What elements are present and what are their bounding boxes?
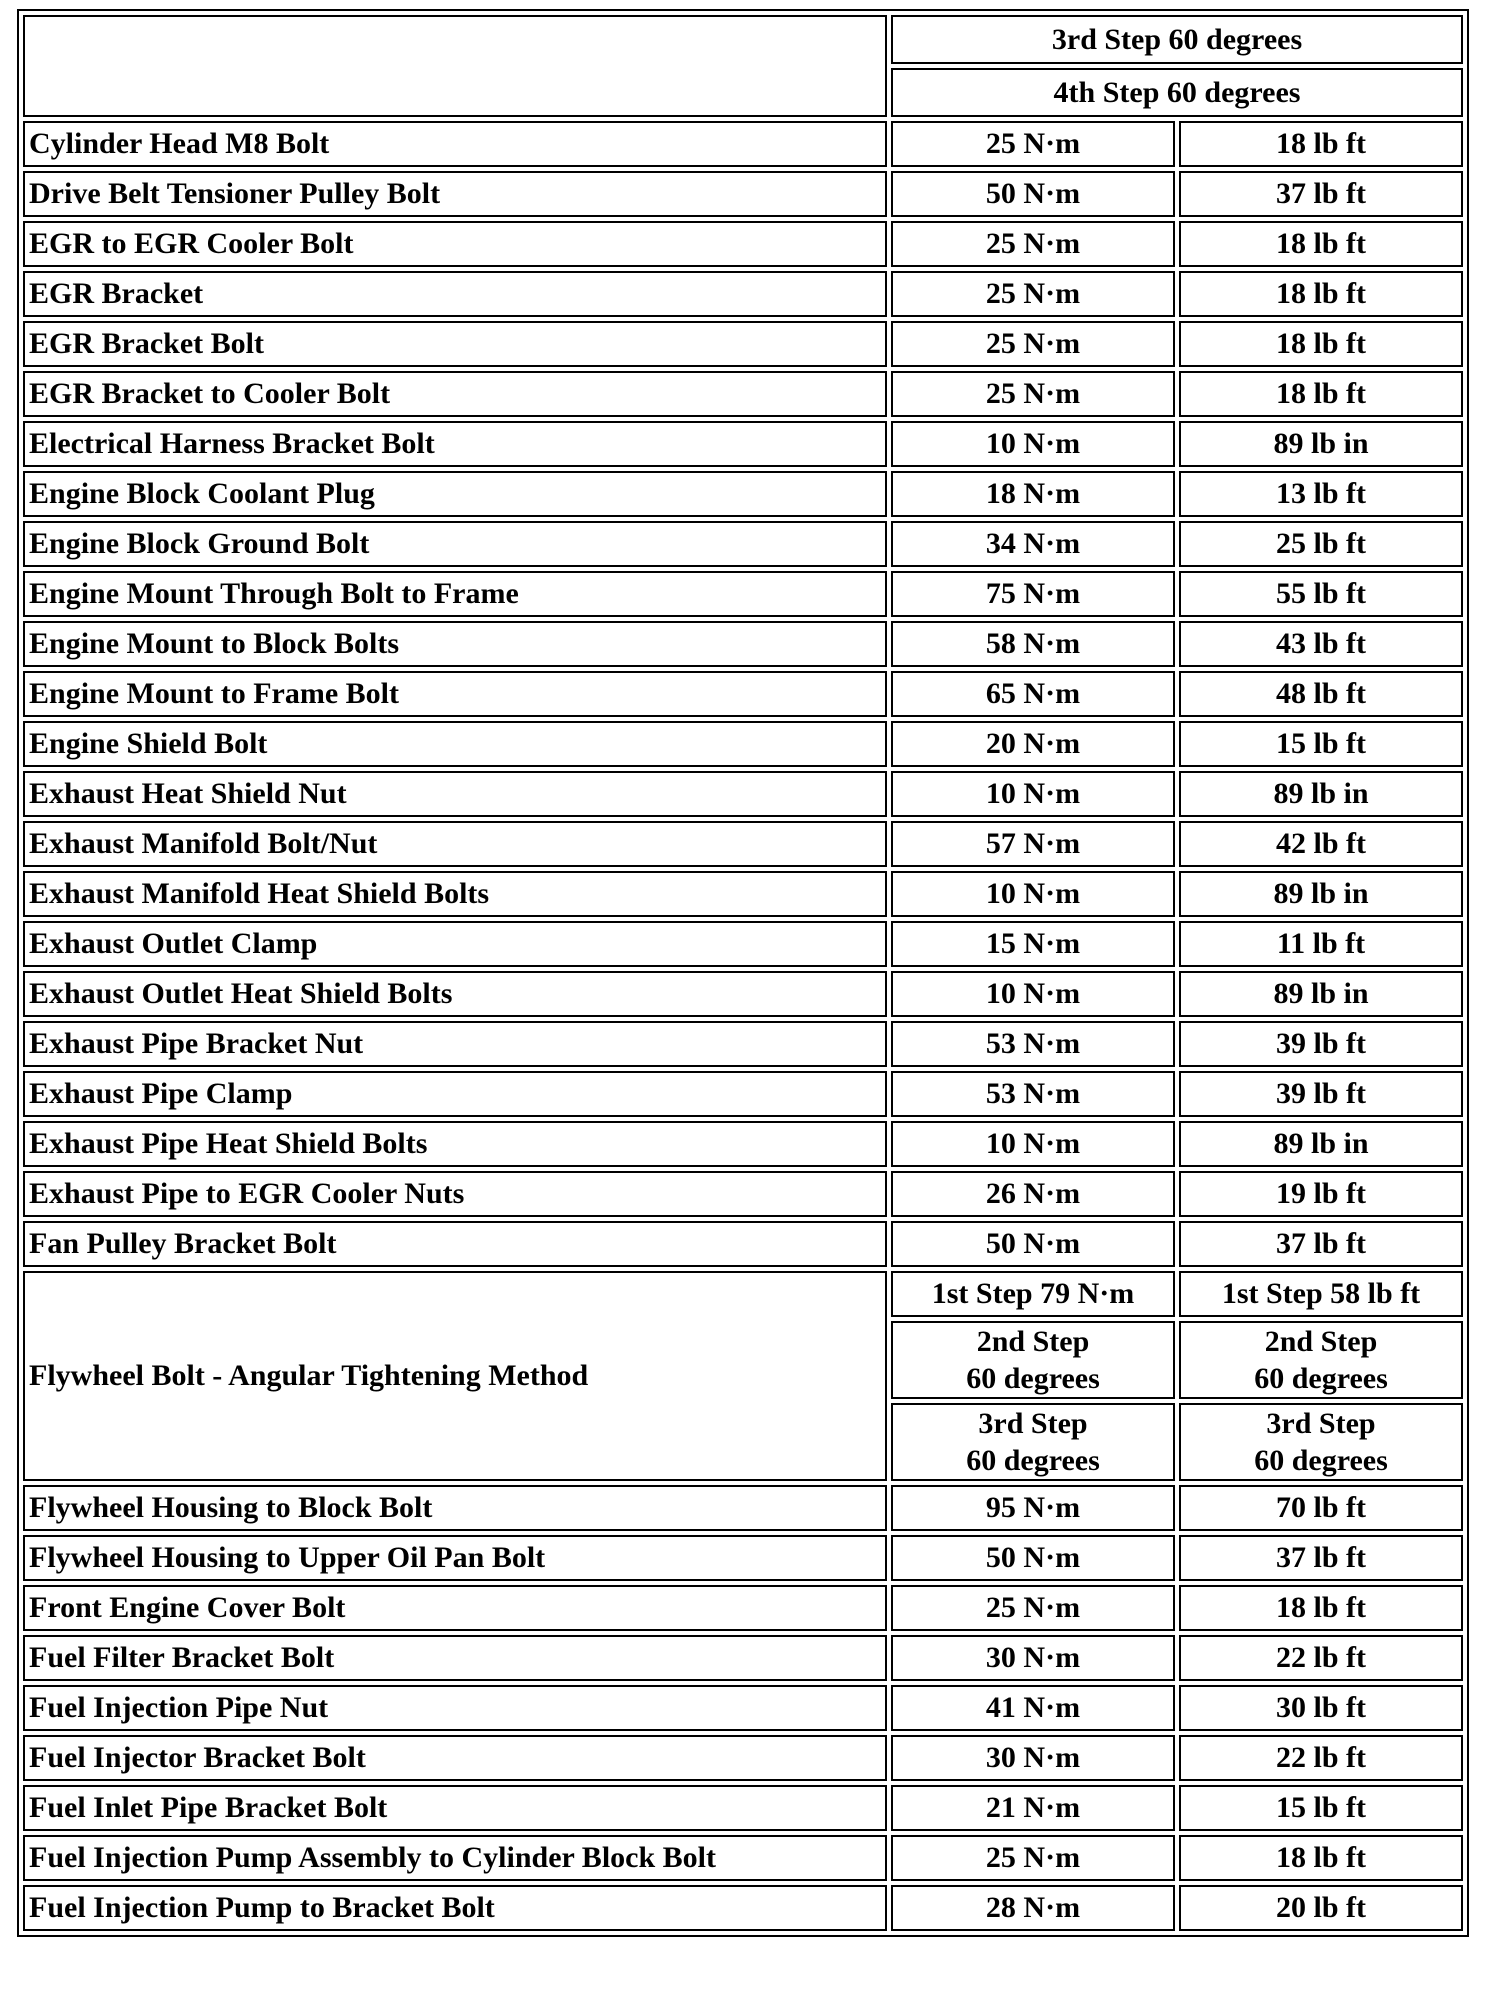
flywheel-step-2-metric: [891, 1321, 1175, 1399]
table-row: [23, 171, 1463, 217]
torque-spec-table: [17, 9, 1469, 1937]
metric-torque: 25 N·m: [891, 321, 1175, 367]
english-torque: 48 lb ft: [1179, 671, 1463, 717]
fastener-name: Fuel Injection Pump to Bracket Bolt: [23, 1885, 887, 1931]
fastener-name: EGR Bracket to Cooler Bolt: [23, 371, 887, 417]
table-row: [23, 1735, 1463, 1781]
english-torque: 43 lb ft: [1179, 621, 1463, 667]
table-row: [23, 1685, 1463, 1731]
fastener-name: Exhaust Manifold Heat Shield Bolts: [23, 871, 887, 917]
header-step-3: 3rd Step 60 degrees: [891, 15, 1463, 64]
table-row: [23, 971, 1463, 1017]
fastener-name: Fan Pulley Bracket Bolt: [23, 1221, 887, 1267]
english-torque: 25 lb ft: [1179, 521, 1463, 567]
fastener-name: Fuel Injector Bracket Bolt: [23, 1735, 887, 1781]
fastener-name: Exhaust Pipe Heat Shield Bolts: [23, 1121, 887, 1167]
fastener-name: EGR Bracket: [23, 271, 887, 317]
table-row: [23, 321, 1463, 367]
fastener-name: Cylinder Head M8 Bolt: [23, 121, 887, 167]
fastener-name: Exhaust Pipe Clamp: [23, 1071, 887, 1117]
table-row: [23, 521, 1463, 567]
english-torque: 15 lb ft: [1179, 1785, 1463, 1831]
table-row: [23, 821, 1463, 867]
table-row: [23, 721, 1463, 767]
metric-torque: 10 N·m: [891, 421, 1175, 467]
english-torque: 89 lb in: [1179, 871, 1463, 917]
english-torque: 55 lb ft: [1179, 571, 1463, 617]
english-torque: 39 lb ft: [1179, 1071, 1463, 1117]
metric-torque: 21 N·m: [891, 1785, 1175, 1831]
english-torque: 37 lb ft: [1179, 171, 1463, 217]
table-row: [23, 371, 1463, 417]
english-torque: 22 lb ft: [1179, 1635, 1463, 1681]
fastener-name: Fuel Filter Bracket Bolt: [23, 1635, 887, 1681]
metric-torque: 25 N·m: [891, 1585, 1175, 1631]
fastener-name: Fuel Inlet Pipe Bracket Bolt: [23, 1785, 887, 1831]
fastener-name: Fuel Injection Pipe Nut: [23, 1685, 887, 1731]
fastener-name: Engine Mount Through Bolt to Frame: [23, 571, 887, 617]
step-angle: 60 degrees: [966, 1444, 1100, 1477]
fastener-name: Engine Mount to Block Bolts: [23, 621, 887, 667]
fastener-name-flywheel: Flywheel Bolt - Angular Tightening Method: [23, 1271, 887, 1481]
table-row: [23, 1585, 1463, 1631]
table-row: [23, 421, 1463, 467]
english-torque: 18 lb ft: [1179, 1835, 1463, 1881]
english-torque: 20 lb ft: [1179, 1885, 1463, 1931]
fastener-name: Flywheel Housing to Upper Oil Pan Bolt: [23, 1535, 887, 1581]
table-row: [23, 1785, 1463, 1831]
table-row: [23, 471, 1463, 517]
english-torque: 18 lb ft: [1179, 121, 1463, 167]
fastener-name: Front Engine Cover Bolt: [23, 1585, 887, 1631]
fastener-name: Exhaust Pipe Bracket Nut: [23, 1021, 887, 1067]
metric-torque: 53 N·m: [891, 1071, 1175, 1117]
metric-torque: 25 N·m: [891, 271, 1175, 317]
metric-torque: 25 N·m: [891, 121, 1175, 167]
english-torque: 30 lb ft: [1179, 1685, 1463, 1731]
english-torque: 39 lb ft: [1179, 1021, 1463, 1067]
english-torque: 18 lb ft: [1179, 321, 1463, 367]
fastener-name: Flywheel Housing to Block Bolt: [23, 1485, 887, 1531]
english-torque: 19 lb ft: [1179, 1171, 1463, 1217]
table-row: [23, 621, 1463, 667]
fastener-name: Fuel Injection Pump Assembly to Cylinder Block Bolt: [23, 1835, 887, 1881]
table-row: [23, 1121, 1463, 1167]
step-label: 2nd Step: [1264, 1325, 1378, 1358]
fastener-name: Exhaust Outlet Clamp: [23, 921, 887, 967]
header-blank-cell: [23, 15, 887, 117]
fastener-name: Drive Belt Tensioner Pulley Bolt: [23, 171, 887, 217]
step-angle: 60 degrees: [1254, 1362, 1388, 1395]
table-row: [23, 1835, 1463, 1881]
flywheel-step-1-metric: 1st Step 79 N·m: [891, 1271, 1175, 1317]
metric-torque: 18 N·m: [891, 471, 1175, 517]
english-torque: 89 lb in: [1179, 771, 1463, 817]
table-row: [23, 1071, 1463, 1117]
english-torque: 89 lb in: [1179, 1121, 1463, 1167]
english-torque: 15 lb ft: [1179, 721, 1463, 767]
english-torque: 13 lb ft: [1179, 471, 1463, 517]
header-step-4: 4th Step 60 degrees: [891, 68, 1463, 117]
fastener-name: Exhaust Outlet Heat Shield Bolts: [23, 971, 887, 1017]
fastener-name: Engine Block Coolant Plug: [23, 471, 887, 517]
english-torque: 37 lb ft: [1179, 1221, 1463, 1267]
metric-torque: 50 N·m: [891, 1221, 1175, 1267]
metric-torque: 10 N·m: [891, 971, 1175, 1017]
metric-torque: 25 N·m: [891, 1835, 1175, 1881]
english-torque: 22 lb ft: [1179, 1735, 1463, 1781]
fastener-name: Electrical Harness Bracket Bolt: [23, 421, 887, 467]
metric-torque: 10 N·m: [891, 871, 1175, 917]
metric-torque: 15 N·m: [891, 921, 1175, 967]
english-torque: 18 lb ft: [1179, 221, 1463, 267]
metric-torque: 34 N·m: [891, 521, 1175, 567]
english-torque: 18 lb ft: [1179, 371, 1463, 417]
table-row: [23, 1885, 1463, 1931]
table-row: [23, 1171, 1463, 1217]
flywheel-step-1-english: 1st Step 58 lb ft: [1179, 1271, 1463, 1317]
step-label: 2nd Step: [976, 1325, 1090, 1358]
table-row: [23, 1485, 1463, 1531]
step-label: 3rd Step: [1266, 1407, 1376, 1440]
metric-torque: 65 N·m: [891, 671, 1175, 717]
metric-torque: 50 N·m: [891, 1535, 1175, 1581]
fastener-name: Exhaust Pipe to EGR Cooler Nuts: [23, 1171, 887, 1217]
metric-torque: 10 N·m: [891, 771, 1175, 817]
flywheel-step-3-metric: [891, 1403, 1175, 1481]
table-row: [23, 671, 1463, 717]
table-row: [23, 871, 1463, 917]
english-torque: 70 lb ft: [1179, 1485, 1463, 1531]
table-row: [23, 1535, 1463, 1581]
metric-torque: 50 N·m: [891, 171, 1175, 217]
metric-torque: 28 N·m: [891, 1885, 1175, 1931]
table-row: [23, 221, 1463, 267]
fastener-name: Exhaust Manifold Bolt/Nut: [23, 821, 887, 867]
table-row: [23, 1221, 1463, 1267]
metric-torque: 57 N·m: [891, 821, 1175, 867]
metric-torque: 30 N·m: [891, 1735, 1175, 1781]
english-torque: 18 lb ft: [1179, 1585, 1463, 1631]
table-row: [23, 1635, 1463, 1681]
table-row: [23, 771, 1463, 817]
fastener-name: Engine Mount to Frame Bolt: [23, 671, 887, 717]
metric-torque: 10 N·m: [891, 1121, 1175, 1167]
table-row: [23, 921, 1463, 967]
english-torque: 89 lb in: [1179, 421, 1463, 467]
step-angle: 60 degrees: [966, 1362, 1100, 1395]
step-angle: 60 degrees: [1254, 1444, 1388, 1477]
metric-torque: 26 N·m: [891, 1171, 1175, 1217]
metric-torque: 75 N·m: [891, 571, 1175, 617]
fastener-name: Engine Block Ground Bolt: [23, 521, 887, 567]
metric-torque: 30 N·m: [891, 1635, 1175, 1681]
flywheel-step-2-english: [1179, 1321, 1463, 1399]
flywheel-row-step-1: [23, 1271, 1463, 1317]
english-torque: 89 lb in: [1179, 971, 1463, 1017]
metric-torque: 58 N·m: [891, 621, 1175, 667]
metric-torque: 95 N·m: [891, 1485, 1175, 1531]
table-row: [23, 271, 1463, 317]
metric-torque: 53 N·m: [891, 1021, 1175, 1067]
metric-torque: 41 N·m: [891, 1685, 1175, 1731]
table-row: [23, 571, 1463, 617]
fastener-name: Exhaust Heat Shield Nut: [23, 771, 887, 817]
english-torque: 37 lb ft: [1179, 1535, 1463, 1581]
table-row: [23, 1021, 1463, 1067]
english-torque: 11 lb ft: [1179, 921, 1463, 967]
fastener-name: EGR Bracket Bolt: [23, 321, 887, 367]
header-row: [23, 15, 1463, 64]
metric-torque: 25 N·m: [891, 371, 1175, 417]
metric-torque: 20 N·m: [891, 721, 1175, 767]
fastener-name: EGR to EGR Cooler Bolt: [23, 221, 887, 267]
table-row: [23, 121, 1463, 167]
metric-torque: 25 N·m: [891, 221, 1175, 267]
english-torque: 42 lb ft: [1179, 821, 1463, 867]
english-torque: 18 lb ft: [1179, 271, 1463, 317]
fastener-name: Engine Shield Bolt: [23, 721, 887, 767]
flywheel-step-3-english: [1179, 1403, 1463, 1481]
step-label: 3rd Step: [978, 1407, 1088, 1440]
